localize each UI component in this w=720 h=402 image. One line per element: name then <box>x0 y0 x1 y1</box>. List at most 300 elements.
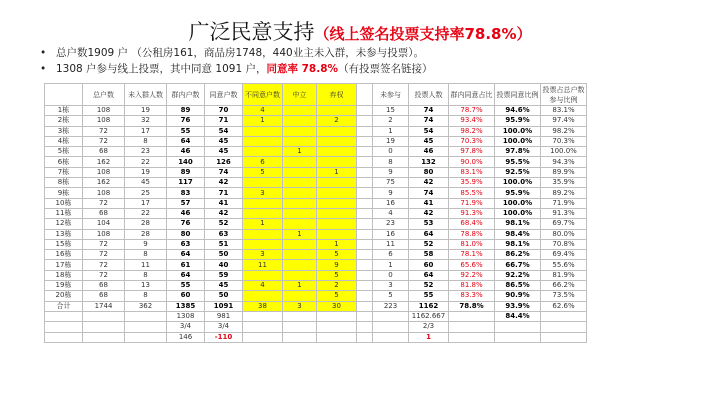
table-cell <box>83 332 125 342</box>
table-cell: 59 <box>205 270 243 280</box>
table-cell <box>357 188 373 198</box>
table-row <box>45 178 587 188</box>
table-cell: 35.9% <box>541 178 587 188</box>
table-cell: 9栋 <box>45 188 83 198</box>
table-cell: 69.7% <box>541 219 587 229</box>
table-cell: -110 <box>205 332 243 342</box>
table-cell: 162 <box>83 178 125 188</box>
table-cell: 75 <box>373 178 409 188</box>
table-cell: 132 <box>409 157 449 167</box>
table-cell <box>317 219 357 229</box>
table-cell <box>357 147 373 157</box>
table-cell: 94.3% <box>541 157 587 167</box>
table-cell: 84.4% <box>495 311 541 321</box>
table-cell <box>125 332 167 342</box>
table-cell: 1 <box>283 147 317 157</box>
table-cell <box>45 332 83 342</box>
table-cell: 9 <box>373 167 409 177</box>
table-cell: 6栋 <box>45 157 83 167</box>
table-cell <box>317 332 357 342</box>
table-cell <box>243 311 283 321</box>
table-cell: 19 <box>125 167 167 177</box>
table-cell: 3 <box>243 188 283 198</box>
table-cell: 140 <box>167 157 205 167</box>
table-cell: 55 <box>167 126 205 136</box>
table-cell: 18栋 <box>45 270 83 280</box>
table-cell: 72 <box>83 136 125 146</box>
table-cell <box>449 322 495 332</box>
table-cell: 20栋 <box>45 291 83 301</box>
table-cell <box>317 208 357 218</box>
column-header: 总户数 <box>83 84 125 106</box>
table-cell: 15 <box>373 106 409 116</box>
column-header: 中立 <box>283 84 317 106</box>
table-cell: 5 <box>243 167 283 177</box>
table-cell: 6 <box>373 250 409 260</box>
table-row <box>45 208 587 218</box>
table-cell: 16 <box>373 198 409 208</box>
table-cell: 70.8% <box>541 239 587 249</box>
table-cell: 78.8% <box>449 229 495 239</box>
table-cell: 55 <box>409 291 449 301</box>
table-cell <box>317 147 357 157</box>
table-cell: 9 <box>373 188 409 198</box>
table-cell: 95.9% <box>495 116 541 126</box>
table-cell: 42 <box>409 178 449 188</box>
table-cell <box>373 332 409 342</box>
bullet-text: 1308 户参与线上投票，其中同意 1091 户， <box>56 63 267 75</box>
table-cell <box>283 106 317 116</box>
table-cell: 8 <box>125 250 167 260</box>
table-cell: 7栋 <box>45 167 83 177</box>
table-cell <box>243 136 283 146</box>
table-row <box>45 157 587 167</box>
table-cell: 3 <box>243 250 283 260</box>
table-cell: 57 <box>167 198 205 208</box>
table-cell: 78.8% <box>449 301 495 311</box>
table-cell: 72 <box>83 198 125 208</box>
table-cell: 17栋 <box>45 260 83 270</box>
table-cell: 1 <box>317 167 357 177</box>
table-cell <box>83 322 125 332</box>
table-row <box>45 126 587 136</box>
table-row <box>45 270 587 280</box>
table-cell: 70.3% <box>449 136 495 146</box>
table-cell: 72 <box>83 250 125 260</box>
table-cell: 9 <box>125 239 167 249</box>
table-cell: 64 <box>167 270 205 280</box>
table-cell: 16栋 <box>45 250 83 260</box>
table-cell: 60 <box>409 260 449 270</box>
table-cell: 68 <box>83 281 125 291</box>
table-cell: 19 <box>125 106 167 116</box>
table-cell <box>283 157 317 167</box>
table-cell: 68 <box>83 291 125 301</box>
table-cell <box>357 198 373 208</box>
table-cell: 1 <box>283 229 317 239</box>
table-row <box>45 136 587 146</box>
table-cell: 12栋 <box>45 219 83 229</box>
table-cell: 45 <box>205 136 243 146</box>
table-cell: 35.9% <box>449 178 495 188</box>
table-cell <box>317 322 357 332</box>
column-header: 投票占总户数参与比例 <box>542 85 585 104</box>
table-cell: 42 <box>409 208 449 218</box>
table-cell: 78.1% <box>449 250 495 260</box>
table-cell <box>357 106 373 116</box>
table-cell: 1385 <box>167 301 205 311</box>
table-cell: 92.2% <box>495 270 541 280</box>
table-cell <box>243 208 283 218</box>
table-cell: 1栋 <box>45 106 83 116</box>
table-cell <box>283 250 317 260</box>
table-cell: 76 <box>167 116 205 126</box>
title-main: 广泛民意支持 <box>188 20 315 44</box>
table-cell: 58 <box>409 250 449 260</box>
table-cell: 17 <box>125 198 167 208</box>
table-cell: 73.5% <box>541 291 587 301</box>
table-cell: 93.4% <box>449 116 495 126</box>
table-cell <box>45 322 83 332</box>
table-cell: 68 <box>83 208 125 218</box>
table-cell: 108 <box>83 229 125 239</box>
table-cell: 52 <box>205 219 243 229</box>
table-cell: 64 <box>409 270 449 280</box>
table-cell: 72 <box>83 260 125 270</box>
table-cell <box>317 178 357 188</box>
table-cell: 3 <box>373 281 409 291</box>
table-cell: 0 <box>373 147 409 157</box>
table-cell: 89.9% <box>541 167 587 177</box>
table-cell: 74 <box>409 116 449 126</box>
table-cell: 100.0% <box>495 208 541 218</box>
table-cell: 13栋 <box>45 229 83 239</box>
table-cell: 90.0% <box>449 157 495 167</box>
table-cell: 42 <box>205 208 243 218</box>
table-cell: 3栋 <box>45 126 83 136</box>
table-cell: 5 <box>317 270 357 280</box>
table-cell: 64 <box>167 250 205 260</box>
table-cell: 126 <box>205 157 243 167</box>
table-cell: 97.8% <box>449 147 495 157</box>
table-cell: 53 <box>409 219 449 229</box>
table-cell <box>243 270 283 280</box>
table-cell <box>357 301 373 311</box>
table-cell: 1162 <box>409 301 449 311</box>
table-cell: 104 <box>83 219 125 229</box>
table-cell: 70.3% <box>541 136 587 146</box>
table-cell: 8 <box>373 157 409 167</box>
table-cell: 223 <box>373 301 409 311</box>
table-cell: 2 <box>317 116 357 126</box>
column-header: 投票同意比例 <box>495 84 541 106</box>
table-cell: 1744 <box>83 301 125 311</box>
table-cell: 1 <box>317 239 357 249</box>
table-cell: 72 <box>83 239 125 249</box>
table-cell <box>45 311 83 321</box>
table-cell: 3 <box>283 301 317 311</box>
vote-table <box>44 83 587 343</box>
column-header: 投票人数 <box>409 84 449 106</box>
table-cell <box>243 239 283 249</box>
table-cell: 108 <box>83 106 125 116</box>
bullet-text: （有投票签名链接） <box>338 63 433 75</box>
table-cell <box>283 178 317 188</box>
table-cell <box>357 332 373 342</box>
table-cell: 83.1% <box>449 167 495 177</box>
table-cell: 86.2% <box>495 250 541 260</box>
table-cell: 68.4% <box>449 219 495 229</box>
table-cell: 1 <box>283 281 317 291</box>
table-cell <box>243 322 283 332</box>
table-cell: 97.4% <box>541 116 587 126</box>
table-cell: 117 <box>167 178 205 188</box>
table-row <box>45 229 587 239</box>
table-cell: 38 <box>243 301 283 311</box>
table-cell <box>243 178 283 188</box>
table-cell: 108 <box>83 116 125 126</box>
table-cell: 1 <box>373 260 409 270</box>
table-extra-row <box>45 332 587 342</box>
table-cell <box>373 322 409 332</box>
table-cell: 60 <box>167 291 205 301</box>
table-cell: 51 <box>205 239 243 249</box>
table-cell: 16 <box>373 229 409 239</box>
table-cell: 1308 <box>167 311 205 321</box>
table-cell <box>125 322 167 332</box>
table-cell: 46 <box>409 147 449 157</box>
table-cell: 2 <box>373 116 409 126</box>
table-row <box>45 281 587 291</box>
table-cell <box>283 208 317 218</box>
table-cell: 89.2% <box>541 188 587 198</box>
column-header <box>45 84 83 106</box>
table-cell: 74 <box>205 167 243 177</box>
table-cell <box>357 136 373 146</box>
table-cell: 981 <box>205 311 243 321</box>
table-cell: 62.6% <box>541 301 587 311</box>
table-cell: 1 <box>373 126 409 136</box>
table-cell: 11 <box>243 260 283 270</box>
table-cell: 68 <box>83 147 125 157</box>
table-cell <box>357 208 373 218</box>
table-cell <box>357 311 373 321</box>
table-cell <box>357 229 373 239</box>
table-cell <box>283 260 317 270</box>
table-cell: 98.2% <box>541 126 587 136</box>
table-cell: 72 <box>83 270 125 280</box>
table-cell: 81.0% <box>449 239 495 249</box>
table-cell: 91.3% <box>449 208 495 218</box>
table-cell: 3/4 <box>205 322 243 332</box>
table-cell: 32 <box>125 116 167 126</box>
table-cell <box>125 311 167 321</box>
column-header: 群内户数 <box>167 84 205 106</box>
table-cell: 80 <box>409 167 449 177</box>
table-row <box>45 219 587 229</box>
table-cell: 11 <box>373 239 409 249</box>
table-cell: 98.4% <box>495 229 541 239</box>
table-cell <box>283 116 317 126</box>
table-cell: 54 <box>409 126 449 136</box>
table-row <box>45 291 587 301</box>
table-cell: 65.6% <box>449 260 495 270</box>
table-cell <box>495 322 541 332</box>
table-row <box>45 239 587 249</box>
table-cell: 83.3% <box>449 291 495 301</box>
table-cell <box>283 126 317 136</box>
table-cell: 1091 <box>205 301 243 311</box>
table-cell: 13 <box>125 281 167 291</box>
table-cell: 80.0% <box>541 229 587 239</box>
table-cell: 72 <box>83 126 125 136</box>
table-cell: 64 <box>167 136 205 146</box>
table-cell: 52 <box>409 239 449 249</box>
table-cell <box>541 332 587 342</box>
table-cell <box>243 198 283 208</box>
table-cell: 22 <box>125 157 167 167</box>
table-cell: 93.9% <box>495 301 541 311</box>
table-cell: 83 <box>167 188 205 198</box>
table-cell: 2 <box>317 281 357 291</box>
table-cell: 4 <box>373 208 409 218</box>
table-cell: 71.9% <box>449 198 495 208</box>
column-header: 弃权 <box>317 84 357 106</box>
table-cell: 4 <box>243 281 283 291</box>
table-cell: 100.0% <box>495 178 541 188</box>
table-cell: 45 <box>205 147 243 157</box>
table-cell <box>283 136 317 146</box>
table-cell: 5 <box>317 291 357 301</box>
bullet-text: 总户数1909 户 （公租房161，商品房1748，440业主未入群，未参与投票）。 <box>56 47 424 59</box>
table-cell <box>317 157 357 167</box>
table-cell: 3/4 <box>167 322 205 332</box>
table-cell: 94.6% <box>495 106 541 116</box>
table-cell: 92.5% <box>495 167 541 177</box>
table-cell <box>357 116 373 126</box>
table-cell: 71.9% <box>541 198 587 208</box>
table-cell <box>283 322 317 332</box>
table-cell <box>243 147 283 157</box>
table-cell: 23 <box>373 219 409 229</box>
table-cell: 78.7% <box>449 106 495 116</box>
table-row <box>45 250 587 260</box>
table-cell: 25 <box>125 188 167 198</box>
table-cell <box>357 167 373 177</box>
table-cell: 92.2% <box>449 270 495 280</box>
table-cell: 1 <box>409 332 449 342</box>
table-cell: 1 <box>243 116 283 126</box>
table-cell: 63 <box>167 239 205 249</box>
table-cell <box>357 157 373 167</box>
table-cell: 50 <box>205 291 243 301</box>
table-cell: 66.2% <box>541 281 587 291</box>
bullet-list <box>40 45 433 77</box>
table-cell: 55.6% <box>541 260 587 270</box>
table-cell <box>317 229 357 239</box>
table-cell: 61 <box>167 260 205 270</box>
table-cell <box>243 229 283 239</box>
table-cell: 40 <box>205 260 243 270</box>
table-cell: 11 <box>125 260 167 270</box>
table-cell: 89 <box>167 106 205 116</box>
table-cell: 28 <box>125 219 167 229</box>
table-cell: 81.9% <box>541 270 587 280</box>
table-cell <box>317 188 357 198</box>
table-cell: 5 <box>373 291 409 301</box>
table-row <box>45 116 587 126</box>
table-row <box>45 260 587 270</box>
table-cell: 5栋 <box>45 147 83 157</box>
column-header: 未入群人数 <box>125 84 167 106</box>
table-cell: 5 <box>317 250 357 260</box>
table-cell: 108 <box>83 167 125 177</box>
table-cell: 98.2% <box>449 126 495 136</box>
table-cell: 19 <box>373 136 409 146</box>
table-cell: 22 <box>125 208 167 218</box>
table-cell <box>83 311 125 321</box>
table-cell <box>283 270 317 280</box>
table-cell: 6 <box>243 157 283 167</box>
table-cell: 70 <box>205 106 243 116</box>
table-cell: 4 <box>243 106 283 116</box>
table-cell: 0 <box>373 270 409 280</box>
table-cell: 98.1% <box>495 239 541 249</box>
table-cell <box>541 311 587 321</box>
column-header: 未参与 <box>373 84 409 106</box>
table-cell: 46 <box>167 208 205 218</box>
table-cell: 45 <box>125 178 167 188</box>
table-cell: 89 <box>167 167 205 177</box>
table-cell <box>283 219 317 229</box>
table-row <box>45 198 587 208</box>
table-cell <box>541 322 587 332</box>
table-row <box>45 188 587 198</box>
table-cell: 90.9% <box>495 291 541 301</box>
table-cell <box>373 311 409 321</box>
table-cell: 66.7% <box>495 260 541 270</box>
table-cell: 2/3 <box>409 322 449 332</box>
table-cell: 10栋 <box>45 198 83 208</box>
table-cell: 100.0% <box>541 147 587 157</box>
bullet-item: • 1308 户参与线上投票，其中同意 1091 户，同意率 78.8%（有投票签名链接） <box>40 63 433 75</box>
bullet-highlight: 同意率 78.8% <box>266 63 339 75</box>
table-cell: 19栋 <box>45 281 83 291</box>
table-cell: 8 <box>125 270 167 280</box>
column-header: 不同意户数 <box>243 84 283 106</box>
table-cell <box>357 126 373 136</box>
table-cell <box>495 332 541 342</box>
table-extra-row <box>45 311 587 321</box>
table-cell: 95.9% <box>495 188 541 198</box>
table-cell: 81.8% <box>449 281 495 291</box>
table-cell <box>357 219 373 229</box>
table-cell: 91.3% <box>541 208 587 218</box>
table-cell: 74 <box>409 106 449 116</box>
table-cell <box>283 332 317 342</box>
table-cell <box>283 239 317 249</box>
table-cell <box>357 250 373 260</box>
table-cell: 71 <box>205 188 243 198</box>
table-cell: 54 <box>205 126 243 136</box>
table-cell <box>283 167 317 177</box>
table-cell <box>283 311 317 321</box>
table-cell: 17 <box>125 126 167 136</box>
table-cell: 8 <box>125 136 167 146</box>
column-header: 群内同意占比 <box>449 84 495 106</box>
column-header <box>357 84 373 106</box>
table-row <box>45 147 587 157</box>
